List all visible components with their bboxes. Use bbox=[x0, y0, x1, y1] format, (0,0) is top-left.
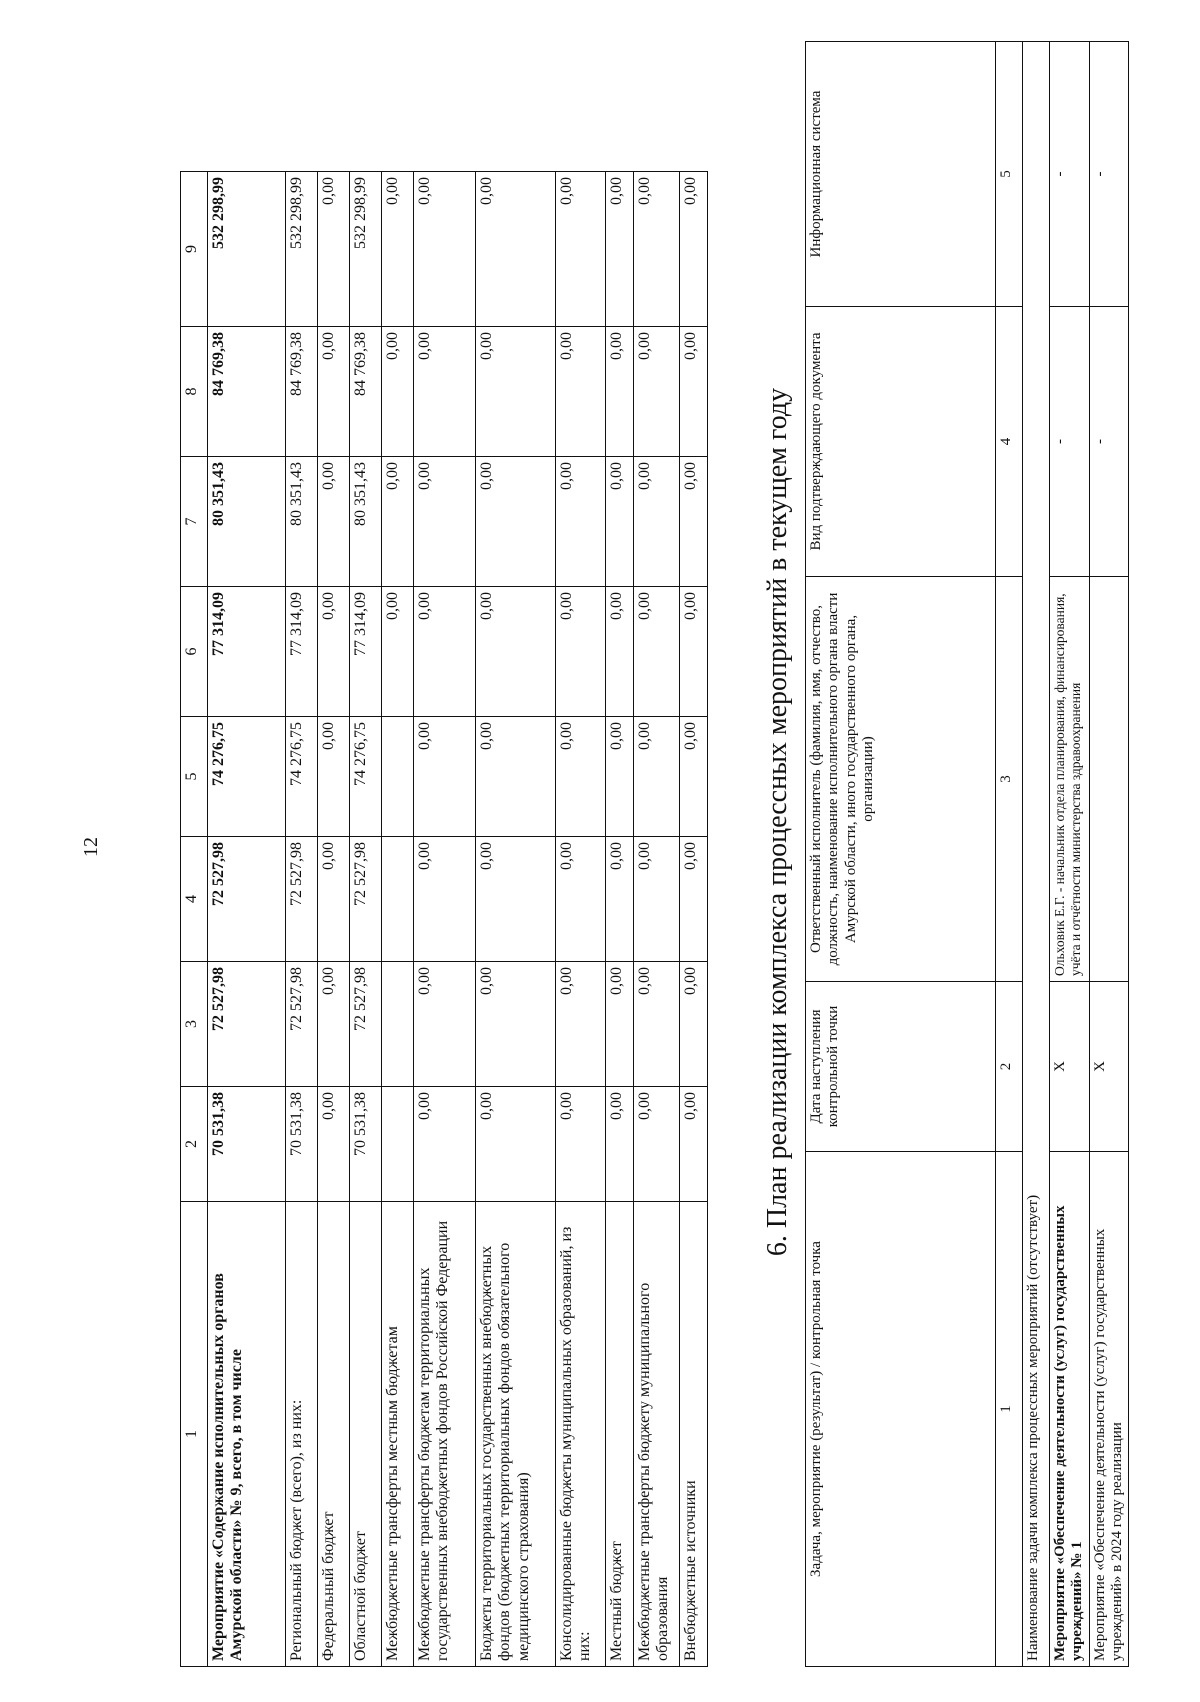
value-cell: 0,00 bbox=[634, 837, 680, 962]
value-cell: 0,00 bbox=[634, 172, 680, 327]
table-row bbox=[286, 172, 318, 1667]
header-cell: 9 bbox=[181, 172, 208, 327]
table-row bbox=[634, 172, 680, 1667]
value-cell: 0,00 bbox=[556, 587, 606, 717]
table-row bbox=[350, 172, 382, 1667]
section-title: 6. План реализации комплекса процессных мероприятий в текущем году bbox=[762, 387, 793, 1257]
value-cell: 0,00 bbox=[318, 172, 350, 327]
value-cell: 0,00 bbox=[414, 327, 476, 457]
row-label: Бюджеты территориальных государственных внебюджетных фондов (бюджетных территориальных фондов обязательного медицинского страхования) bbox=[476, 1202, 556, 1667]
value-cell: 0,00 bbox=[680, 1087, 708, 1202]
value-cell: 84 769,38 bbox=[350, 327, 382, 457]
value-cell: 0,00 bbox=[476, 172, 556, 327]
table-row bbox=[414, 172, 476, 1667]
value-cell: 70 531,38 bbox=[286, 1087, 318, 1202]
row-label: Консолидированные бюджеты муниципальных образований, из них: bbox=[556, 1202, 606, 1667]
header-cell: 7 bbox=[181, 457, 208, 587]
plan-activity-executor: Ольховик Е.Г. - начальник отдела планирования, финансирования, учёта и отчётности министерства здравоохранения bbox=[1050, 577, 1090, 982]
value-cell: 0,00 bbox=[680, 717, 708, 837]
value-cell: 0,00 bbox=[556, 962, 606, 1087]
value-cell: 0,00 bbox=[382, 327, 414, 457]
value-cell: 84 769,38 bbox=[286, 327, 318, 457]
plan-index-cell: 2 bbox=[996, 982, 1023, 1152]
value-cell: 0,00 bbox=[476, 962, 556, 1087]
plan-activity-document: - bbox=[1050, 307, 1090, 577]
plan-activity-system: - bbox=[1089, 42, 1129, 307]
value-cell: 0,00 bbox=[556, 717, 606, 837]
value-cell: 0,00 bbox=[680, 457, 708, 587]
value-cell: 0,00 bbox=[606, 457, 634, 587]
plan-header-system: Информационная система bbox=[806, 42, 996, 307]
plan-activity-date: X bbox=[1089, 982, 1129, 1152]
plan-activity-row bbox=[1089, 42, 1129, 1667]
row-label: Внебюджетные источники bbox=[680, 1202, 708, 1667]
value-cell: 0,00 bbox=[318, 327, 350, 457]
value-cell: 0,00 bbox=[476, 837, 556, 962]
value-cell: 0,00 bbox=[414, 1087, 476, 1202]
value-cell: 72 527,98 bbox=[350, 837, 382, 962]
value-cell: 0,00 bbox=[318, 1087, 350, 1202]
value-cell: 0,00 bbox=[556, 1087, 606, 1202]
value-cell: 0,00 bbox=[634, 962, 680, 1087]
financing-table bbox=[180, 171, 708, 1667]
table-row bbox=[476, 172, 556, 1667]
value-cell: 0,00 bbox=[414, 172, 476, 327]
value-cell: 0,00 bbox=[634, 717, 680, 837]
row-label: Областной бюджет bbox=[350, 1202, 382, 1667]
plan-activity-executor bbox=[1089, 577, 1129, 982]
row-label: Межбюджетные трансферты бюджетам территориальных государственных внебюджетных фондов Российской Федерации bbox=[414, 1202, 476, 1667]
value-cell: 0,00 bbox=[680, 172, 708, 327]
value-cell: 74 276,75 bbox=[286, 717, 318, 837]
plan-task-cell: Наименование задачи комплекса процессных мероприятий (отсутствует) bbox=[1023, 42, 1050, 1667]
value-cell bbox=[382, 1087, 414, 1202]
table-row bbox=[382, 172, 414, 1667]
plan-header-date: Дата наступления контрольной точки bbox=[806, 982, 996, 1152]
value-cell: 72 527,98 bbox=[208, 962, 286, 1087]
row-label: Межбюджетные трансферты бюджету муниципального образования bbox=[634, 1202, 680, 1667]
value-cell: 0,00 bbox=[606, 962, 634, 1087]
value-cell: 0,00 bbox=[318, 717, 350, 837]
row-label: Региональный бюджет (всего), из них: bbox=[286, 1202, 318, 1667]
value-cell: 80 351,43 bbox=[350, 457, 382, 587]
value-cell: 0,00 bbox=[634, 327, 680, 457]
value-cell: 70 531,38 bbox=[350, 1087, 382, 1202]
value-cell: 0,00 bbox=[606, 172, 634, 327]
value-cell: 0,00 bbox=[382, 457, 414, 587]
value-cell: 0,00 bbox=[414, 962, 476, 1087]
value-cell bbox=[382, 717, 414, 837]
value-cell: 0,00 bbox=[606, 327, 634, 457]
value-cell: 532 298,99 bbox=[286, 172, 318, 327]
header-cell: 4 bbox=[181, 837, 208, 962]
value-cell: 0,00 bbox=[476, 717, 556, 837]
value-cell: 532 298,99 bbox=[208, 172, 286, 327]
value-cell: 72 527,98 bbox=[286, 962, 318, 1087]
header-cell: 1 bbox=[181, 1202, 208, 1667]
row-label: Федеральный бюджет bbox=[318, 1202, 350, 1667]
header-cell: 5 bbox=[181, 717, 208, 837]
plan-activity-name: Мероприятие «Обеспечение деятельности (услуг) государственных учреждений» в 2024 году реализации bbox=[1089, 1152, 1129, 1667]
value-cell: 0,00 bbox=[634, 457, 680, 587]
plan-index-cell: 5 bbox=[996, 42, 1023, 307]
value-cell: 74 276,75 bbox=[350, 717, 382, 837]
value-cell: 0,00 bbox=[382, 587, 414, 717]
table-row bbox=[208, 172, 286, 1667]
value-cell: 72 527,98 bbox=[208, 837, 286, 962]
value-cell: 72 527,98 bbox=[350, 962, 382, 1087]
value-cell: 0,00 bbox=[318, 587, 350, 717]
value-cell: 0,00 bbox=[606, 587, 634, 717]
plan-header-task: Задача, мероприятие (результат) / контрольная точка bbox=[806, 1152, 996, 1667]
value-cell: 0,00 bbox=[318, 457, 350, 587]
plan-index-cell: 4 bbox=[996, 307, 1023, 577]
value-cell: 0,00 bbox=[414, 457, 476, 587]
value-cell: 0,00 bbox=[476, 457, 556, 587]
value-cell: 0,00 bbox=[476, 587, 556, 717]
plan-table bbox=[805, 41, 1129, 1667]
value-cell bbox=[382, 837, 414, 962]
plan-activity-document: - bbox=[1089, 307, 1129, 577]
value-cell: 0,00 bbox=[634, 1087, 680, 1202]
value-cell: 80 351,43 bbox=[286, 457, 318, 587]
header-cell: 3 bbox=[181, 962, 208, 1087]
plan-index-cell: 1 bbox=[996, 1152, 1023, 1667]
value-cell: 0,00 bbox=[680, 837, 708, 962]
table-row bbox=[606, 172, 634, 1667]
value-cell: 0,00 bbox=[476, 1087, 556, 1202]
value-cell: 84 769,38 bbox=[208, 327, 286, 457]
page-number: 12 bbox=[80, 837, 102, 857]
value-cell: 0,00 bbox=[556, 172, 606, 327]
value-cell: 0,00 bbox=[606, 837, 634, 962]
plan-index-row bbox=[996, 42, 1023, 1667]
plan-activity-row bbox=[1050, 42, 1090, 1667]
plan-task-row bbox=[1023, 42, 1050, 1667]
value-cell: 72 527,98 bbox=[286, 837, 318, 962]
plan-index-cell: 3 bbox=[996, 577, 1023, 982]
value-cell: 0,00 bbox=[318, 837, 350, 962]
header-cell: 2 bbox=[181, 1087, 208, 1202]
value-cell: 0,00 bbox=[556, 327, 606, 457]
header-cell: 8 bbox=[181, 327, 208, 457]
plan-activity-system: - bbox=[1050, 42, 1090, 307]
value-cell: 77 314,09 bbox=[286, 587, 318, 717]
table-row bbox=[556, 172, 606, 1667]
value-cell: 0,00 bbox=[414, 837, 476, 962]
value-cell: 0,00 bbox=[476, 327, 556, 457]
plan-header-row bbox=[806, 42, 996, 1667]
value-cell: 0,00 bbox=[318, 962, 350, 1087]
plan-header-document: Вид подтверждающего документа bbox=[806, 307, 996, 577]
plan-activity-date: X bbox=[1050, 982, 1090, 1152]
row-label: Мероприятие «Содержание исполнительных органов Амурской области» № 9, всего, в том числе bbox=[208, 1202, 286, 1667]
value-cell: 80 351,43 bbox=[208, 457, 286, 587]
value-cell: 0,00 bbox=[606, 1087, 634, 1202]
value-cell: 0,00 bbox=[680, 327, 708, 457]
value-cell: 74 276,75 bbox=[208, 717, 286, 837]
financing-table-body bbox=[181, 172, 708, 1667]
value-cell: 0,00 bbox=[414, 587, 476, 717]
header-cell: 6 bbox=[181, 587, 208, 717]
value-cell: 77 314,09 bbox=[350, 587, 382, 717]
value-cell: 0,00 bbox=[556, 837, 606, 962]
row-label: Межбюджетные трансферты местным бюджетам bbox=[382, 1202, 414, 1667]
value-cell: 0,00 bbox=[382, 172, 414, 327]
value-cell: 532 298,99 bbox=[350, 172, 382, 327]
value-cell: 0,00 bbox=[680, 962, 708, 1087]
plan-header-executor: Ответственный исполнитель (фамилия, имя, отчество, должность, наименование исполнительного органа власти Амурской области, иного государственного органа, организации) bbox=[806, 577, 996, 982]
value-cell bbox=[382, 962, 414, 1087]
table-header-row bbox=[181, 172, 208, 1667]
value-cell: 0,00 bbox=[606, 717, 634, 837]
plan-activity-name: Мероприятие «Обеспечение деятельности (услуг) государственных учреждений» № 1 bbox=[1050, 1152, 1090, 1667]
table-row bbox=[680, 172, 708, 1667]
value-cell: 0,00 bbox=[556, 457, 606, 587]
value-cell: 0,00 bbox=[414, 717, 476, 837]
row-label: Местный бюджет bbox=[606, 1202, 634, 1667]
value-cell: 70 531,38 bbox=[208, 1087, 286, 1202]
value-cell: 0,00 bbox=[680, 587, 708, 717]
value-cell: 77 314,09 bbox=[208, 587, 286, 717]
value-cell: 0,00 bbox=[634, 587, 680, 717]
table-row bbox=[318, 172, 350, 1667]
